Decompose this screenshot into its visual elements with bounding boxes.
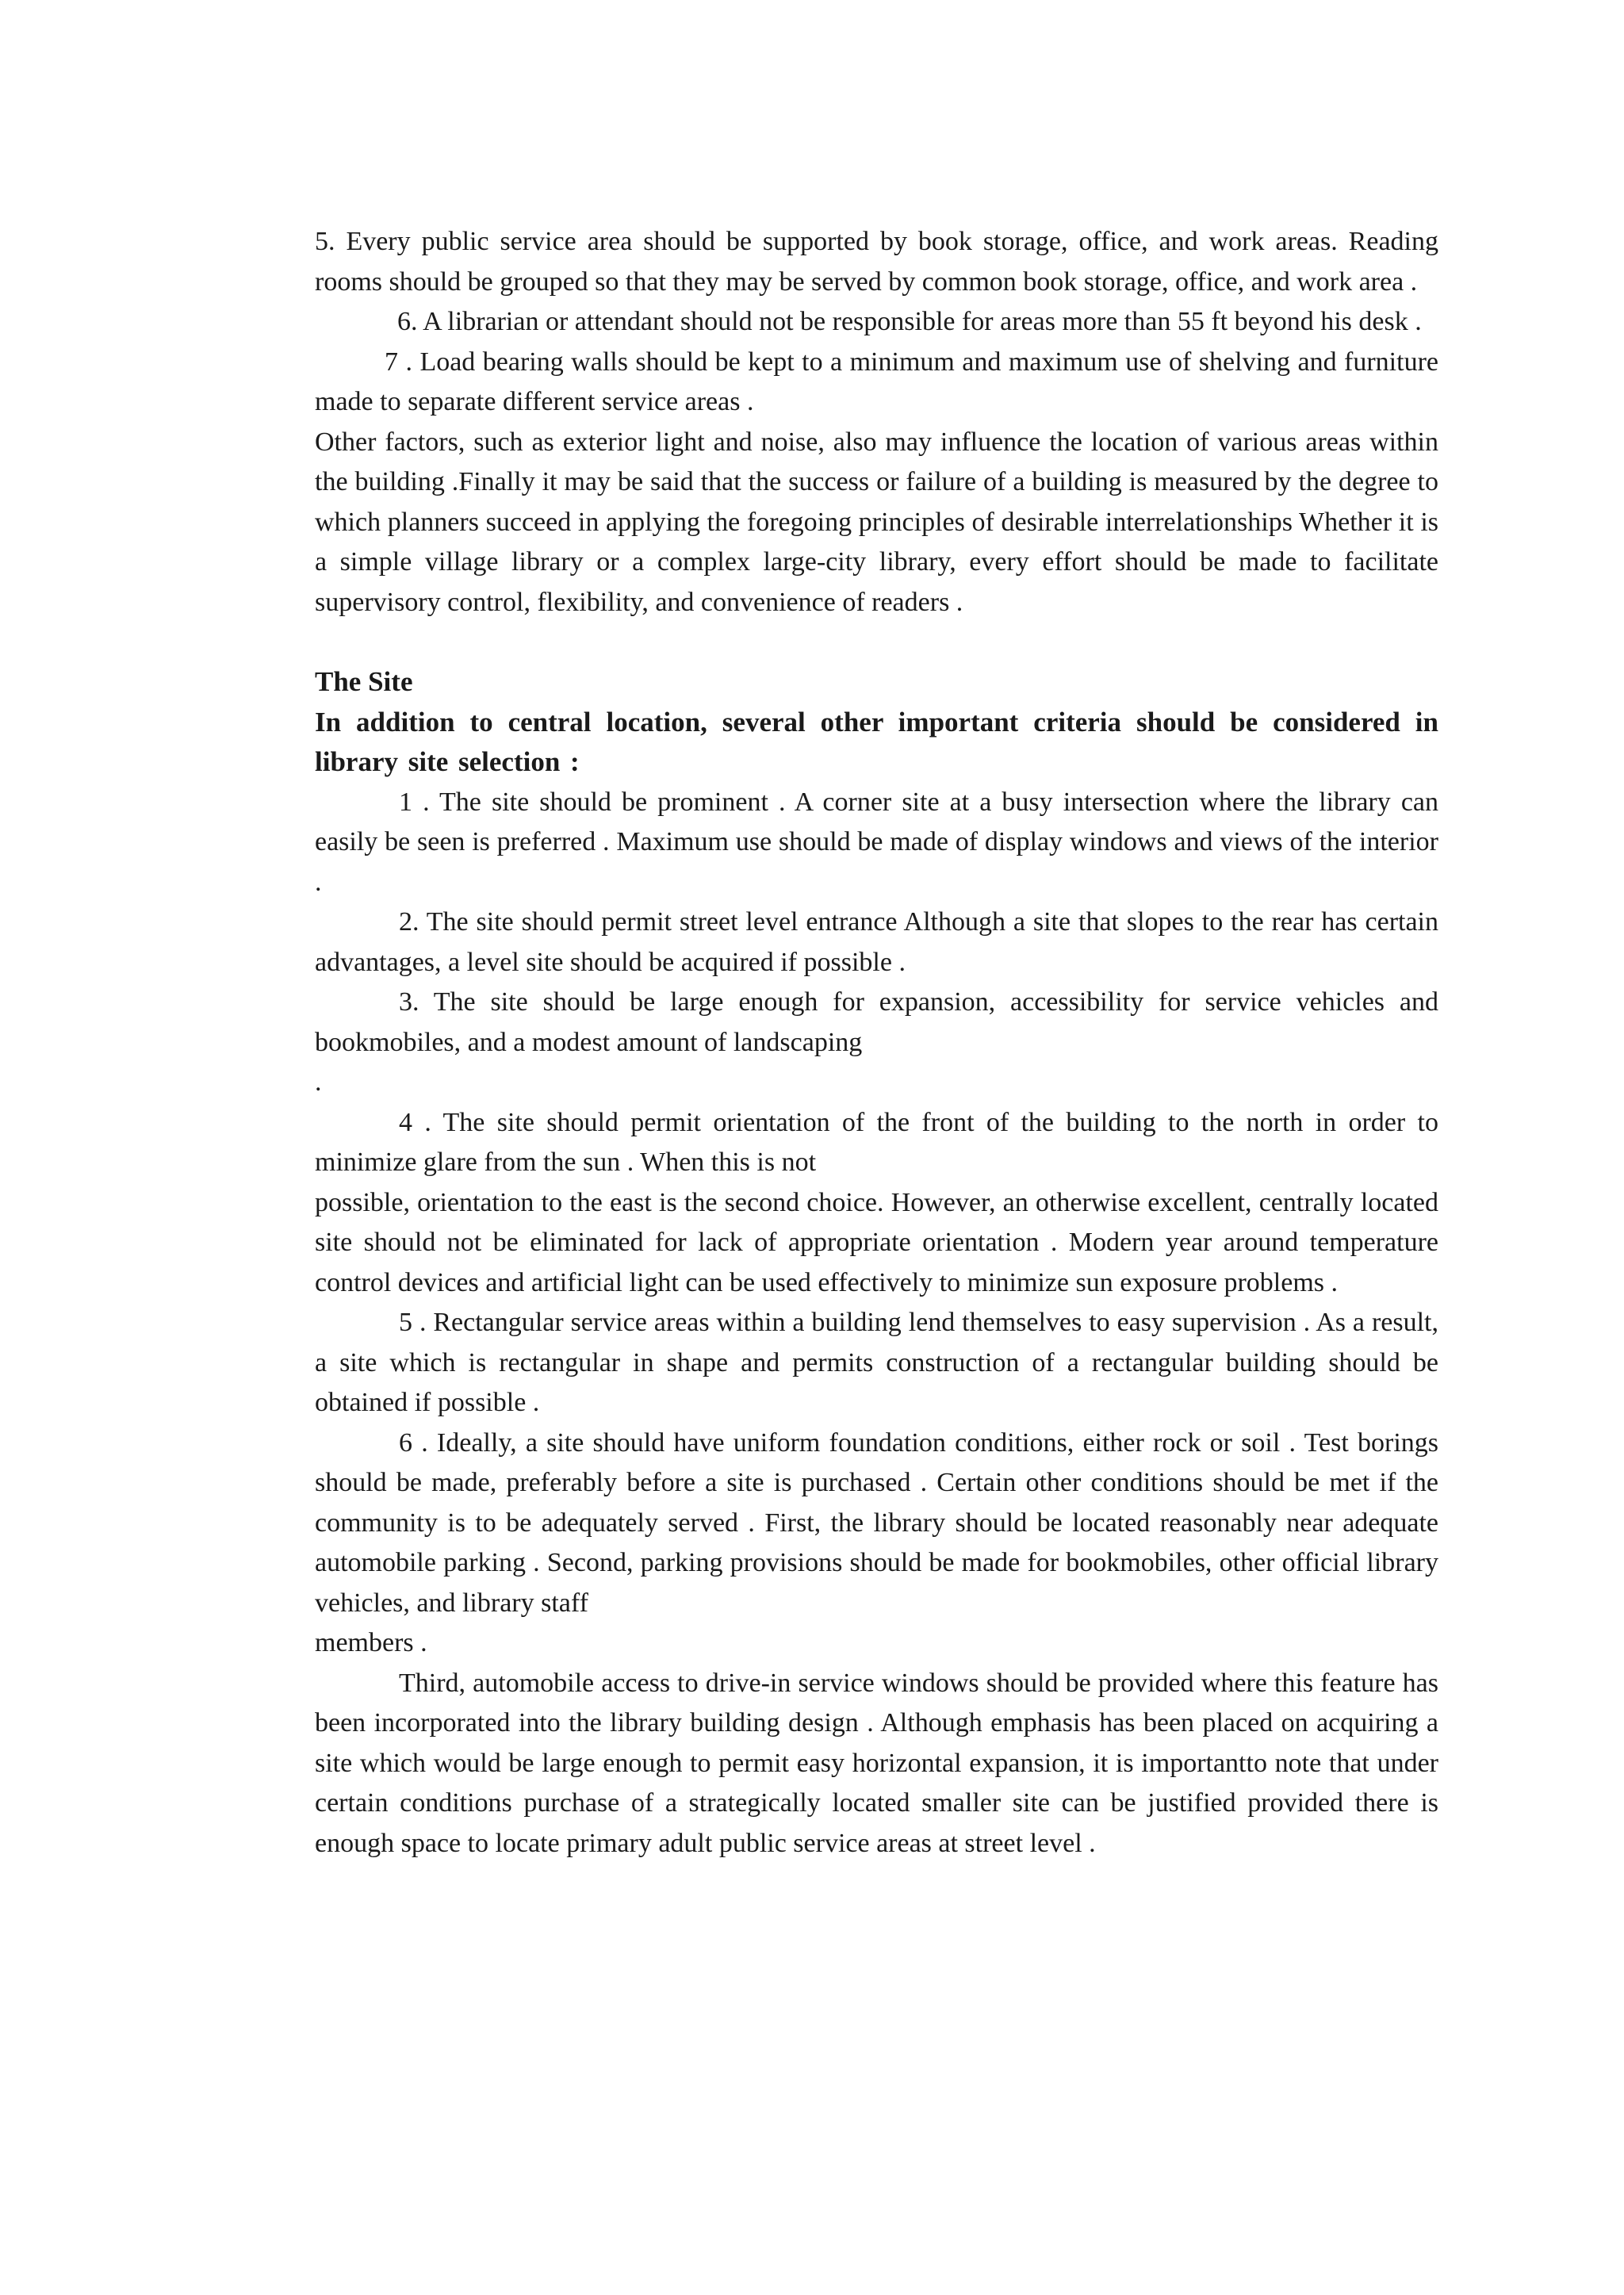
site-item-4: 4 . The site should permit orientation of the front of the building to the north in order to minimize glare from the sun . When this is not bbox=[315, 1107, 1438, 1177]
site-item-3: 3. The site should be large enough for expansion, accessibility for service vehicles and bookmobiles, and a modest amount of landscaping bbox=[315, 987, 1438, 1057]
stray-period: . bbox=[315, 1067, 322, 1097]
section-title: The Site bbox=[315, 666, 413, 697]
paragraph-other-factors: Other factors, such as exterior light and noise, also may influence the location of various areas within the building .Finally it may be said that the success or failure of a building is measured by the degree to which planners succeed in applying the foregoing principles of desirable interrelationships Whether it is a simple village library or a complex large-city library, every effort should be made to facilitate supervisory control, flexibility, and convenience of readers . bbox=[315, 427, 1438, 617]
paragraph-item-5: 5. Every public service area should be supported by book storage, office, and work areas. Reading rooms should be grouped so that they may be served by common book storage, office, and work area . bbox=[315, 227, 1438, 297]
site-item-6: 6 . Ideally, a site should have uniform foundation conditions, either rock or soil . Test borings should be made, preferably before a site is purchased . Certain other conditions should be met if the community is to be adequately served . First, the library should be located reasonably near adequate automobile parking . Second, parking provisions should be made for bookmobiles, other official library vehicles, and library staff bbox=[315, 1427, 1438, 1618]
paragraph-item-6: 6. A librarian or attendant should not be responsible for areas more than 55 ft beyond his desk . bbox=[397, 307, 1422, 336]
site-item-4-continued: possible, orientation to the east is the second choice. However, an otherwise excellent, centrally located site should not be eliminated for lack of appropriate orientation . Modern year around temperature control devices and artificial light can be used effectively to minimize sun exposure problems . bbox=[315, 1187, 1438, 1297]
site-item-6-continued: members . bbox=[315, 1628, 427, 1657]
section-subtitle: In addition to central location, several other important criteria should be considered in library site selection : bbox=[315, 706, 1438, 777]
site-item-2: 2. The site should permit street level entrance Although a site that slopes to the rear has certain advantages, a level site should be acquired if possible . bbox=[315, 907, 1438, 977]
document-page bbox=[315, 222, 1438, 1864]
site-third-point: Third, automobile access to drive-in service windows should be provided where this feature has been incorporated into the library building design . Although emphasis has been placed on acquiring a site which would be large enough to permit easy horizontal expansion, it is importantto note that under certain conditions purchase of a strategically located smaller site can be justified provided there is enough space to locate primary adult public service areas at street level . bbox=[315, 1668, 1438, 1858]
site-item-5: 5 . Rectangular service areas within a building lend themselves to easy supervision . As a result, a site which is rectangular in shape and permits construction of a rectangular building should be obtained if possible . bbox=[315, 1308, 1438, 1417]
site-item-1: 1 . The site should be prominent . A corner site at a busy intersection where the library can easily be seen is preferred . Maximum use should be made of display windows and views of the interior . bbox=[315, 787, 1438, 897]
paragraph-item-7: 7 . Load bearing walls should be kept to a minimum and maximum use of shelving and furniture made to separate different service areas . bbox=[315, 347, 1438, 416]
